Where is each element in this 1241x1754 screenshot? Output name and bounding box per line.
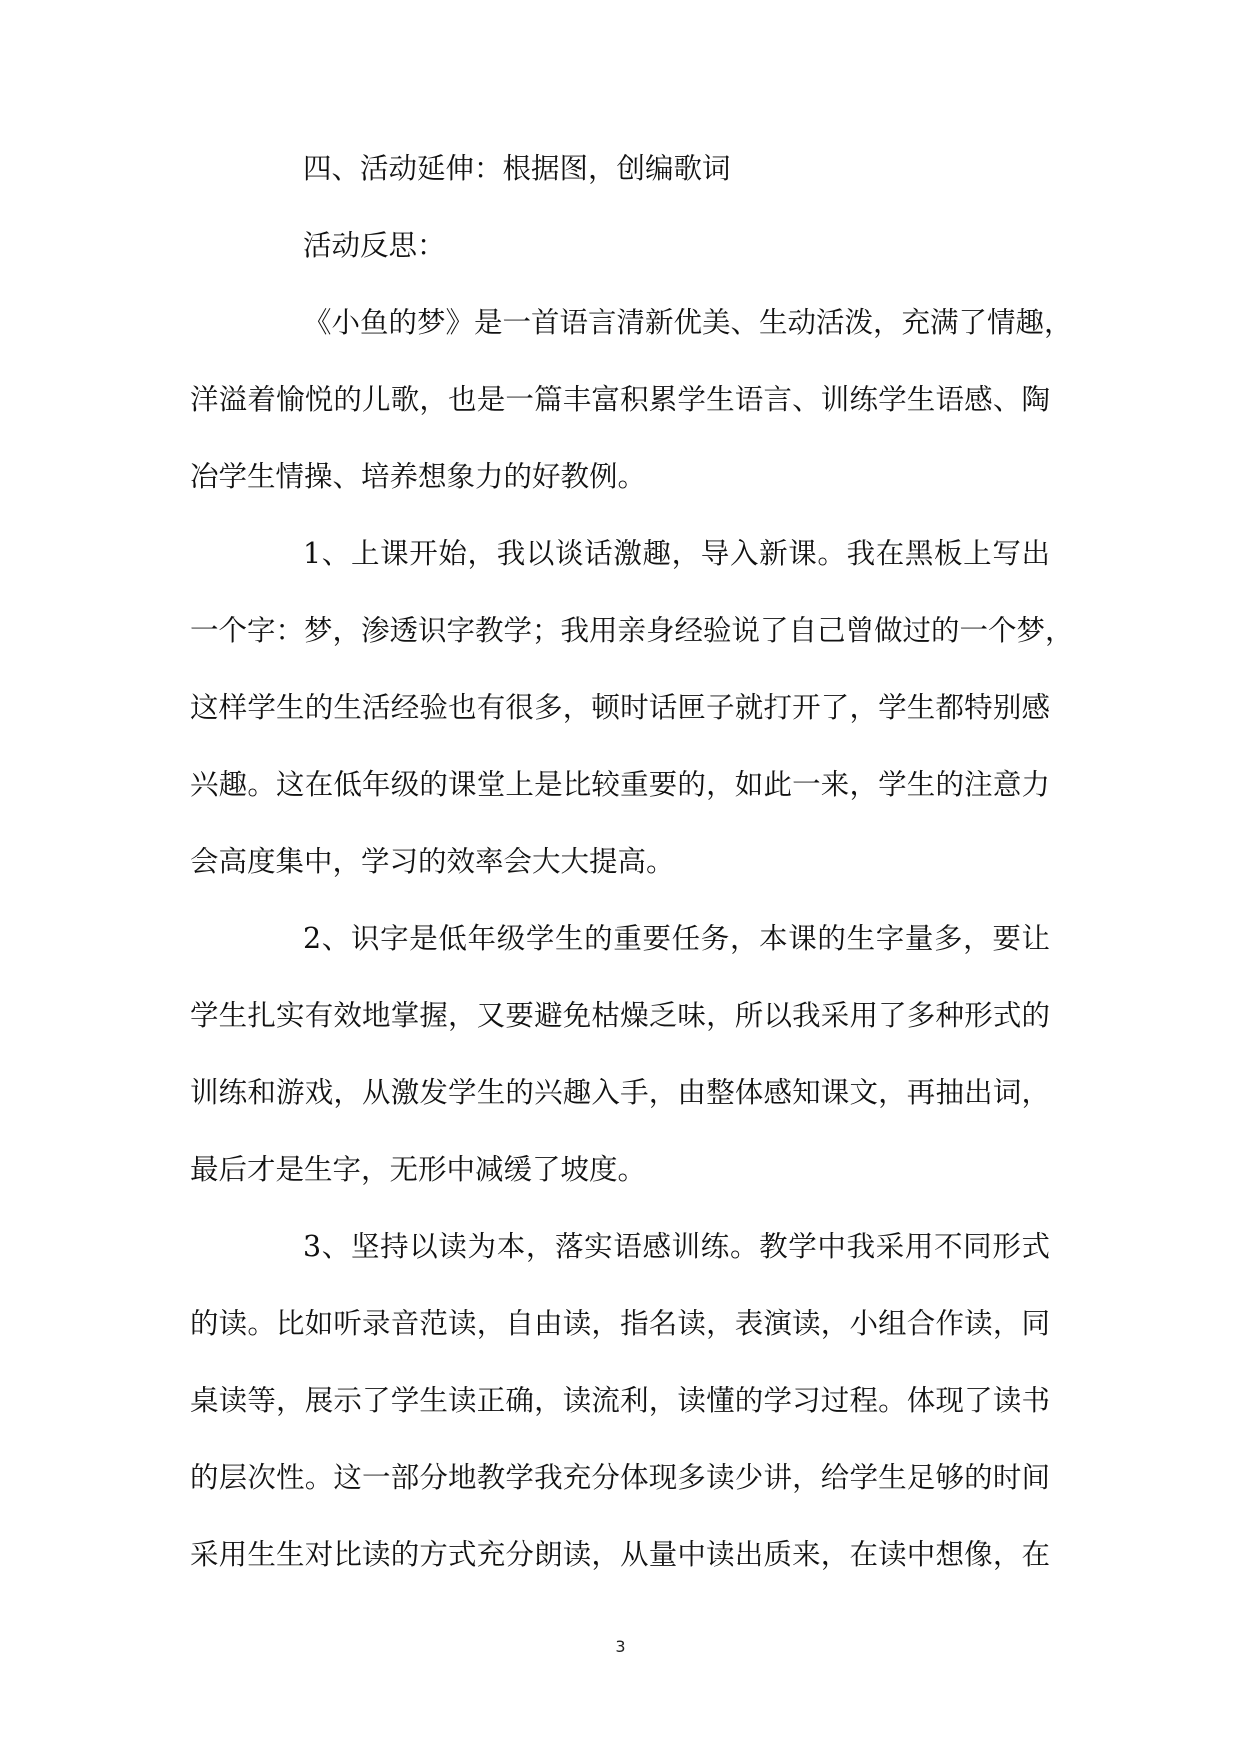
text-line: 3、坚持以读为本，落实语感训练。教学中我采用不同形式 [303,1230,1050,1263]
text-line: 1、上课开始，我以谈话激趣，导入新课。我在黑板上写出 [303,537,1050,570]
text-line: 采用生生对比读的方式充分朗读，从量中读出质来，在读中想像，在 [190,1538,1050,1571]
text-line: 桌读等，展示了学生读正确，读流利，读懂的学习过程。体现了读书 [190,1384,1050,1417]
page-number: 3 [615,1637,626,1656]
text-line: 四、活动延伸：根据图，创编歌词 [303,152,731,185]
text-line: 活动反思： [303,229,446,262]
text-line: 最后才是生字，无形中减缓了坡度。 [190,1153,647,1186]
text-line: 学生扎实有效地掌握，又要避免枯燥乏味，所以我采用了多种形式的 [190,999,1050,1032]
text-line: 一个字：梦，渗透识字教学；我用亲身经验说了自己曾做过的一个梦， [190,614,1074,647]
text-line: 训练和游戏，从激发学生的兴趣入手，由整体感知课文，再抽出词， [190,1076,1050,1109]
text-line: 兴趣。这在低年级的课堂上是比较重要的，如此一来，学生的注意力 [190,768,1050,801]
text-line: 《小鱼的梦》是一首语言清新优美、生动活泼，充满了情趣， [303,306,1073,339]
text-line: 的层次性。这一部分地教学我充分体现多读少讲，给学生足够的时间 [190,1461,1050,1494]
text-line: 这样学生的生活经验也有很多，顿时话匣子就打开了，学生都特别感 [190,691,1050,724]
text-line: 洋溢着愉悦的儿歌，也是一篇丰富积累学生语言、训练学生语感、陶 [190,383,1050,416]
body-text [190,150,1074,1613]
text-line: 冶学生情操、培养想象力的好教例。 [190,460,647,493]
text-line: 2、识字是低年级学生的重要任务，本课的生字量多，要让 [303,922,1050,955]
text-line: 的读。比如听录音范读，自由读，指名读，表演读，小组合作读，同 [190,1307,1050,1340]
text-line: 会高度集中，学习的效率会大大提高。 [190,845,675,878]
